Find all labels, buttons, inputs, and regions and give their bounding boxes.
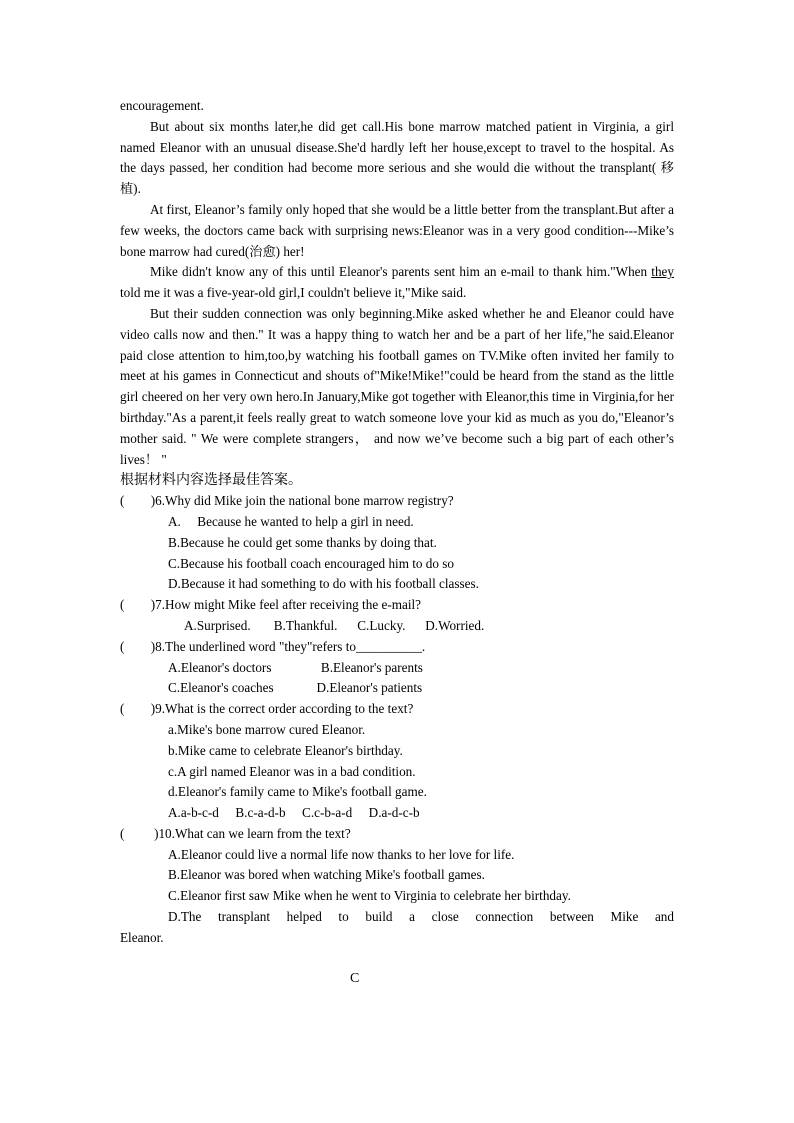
p3-text-a: Mike didn't know any of this until Eleanor's parents sent him an e-mail to thank him."When: [150, 264, 652, 280]
passage-paragraph-1: But about six months later,he did get call.His bone marrow matched patient in Virginia, a girl named Eleanor with an unusual disease.She'd hardly left her house,except to travel to the hospital. As the days passed, her condition had become more serious and she would die without the transplant( 移植).: [120, 118, 674, 197]
question-9-event-b: b.Mike came to celebrate Eleanor's birthday.: [168, 742, 403, 758]
question-9-event-c: c.A girl named Eleanor was in a bad condition.: [168, 763, 416, 779]
question-6-option-a: A. Because he wanted to help a girl in need.: [168, 513, 414, 529]
passage-paragraph-3: [120, 262, 674, 304]
p3-text-b: told me it was a five-year-old girl,I couldn't believe it,"Mike said.: [120, 285, 467, 301]
instruction: 根据材料内容选择最佳答案。: [120, 472, 302, 489]
question-10-option-a: A.Eleanor could live a normal life now thanks to her love for life.: [168, 846, 515, 862]
question-6-option-d: D.Because it had something to do with his football classes.: [168, 576, 479, 592]
question-7-stem: ( )7.How might Mike feel after receiving the e-mail?: [120, 597, 422, 613]
question-10-option-d: D.The transplant helped to build a close connection between Mike and: [168, 909, 674, 925]
passage-paragraph-2: At first, Eleanor’s family only hoped that she would be a little better from the transplant.But after a few weeks, the doctors came back with surprising news:Eleanor was in a very good condition---Mike’s bone marrow had cured(治愈) her!: [120, 201, 674, 259]
section-label: C: [350, 971, 360, 986]
underlined-they: they: [651, 264, 674, 280]
question-9-stem: ( )9.What is the correct order according to the text?: [120, 701, 414, 717]
question-8-options-cd: C.Eleanor's coaches D.Eleanor's patients: [168, 680, 423, 696]
passage-paragraph-4: But their sudden connection was only beginning.Mike asked whether he and Eleanor could have video calls now and then." It was a happy thing to watch her and be a part of her life,"he said.Eleanor paid close attention to him,too,by watching his football games on TV.Mike often invited her family to meet at his games in Connecticut and shouts of"Mike!Mike!"could be heard from the stand as the little girl cheered on her very own hero.In January,Mike got together with Eleanor,this time in Virginia,for her birthday."As a parent,it feels really great to watch someone love your kid as much as you do,"Eleanor’s mother said. " We were complete strangers， and now we’ve become such a big part of each other’s lives！ ": [120, 305, 674, 467]
question-9-event-d: d.Eleanor's family came to Mike's football game.: [168, 784, 427, 800]
question-10-stem: ( )10.What can we learn from the text?: [120, 825, 351, 841]
question-8-stem: ( )8.The underlined word "they"refers to__________.: [120, 638, 426, 654]
question-10-option-b: B.Eleanor was bored when watching Mike's football games.: [168, 867, 485, 883]
document-page: [120, 96, 674, 949]
question-9-event-a: a.Mike's bone marrow cured Eleanor.: [168, 721, 366, 737]
question-9-options: A.a-b-c-d B.c-a-d-b C.c-b-a-d D.a-d-c-b: [168, 805, 420, 821]
question-10-option-c: C.Eleanor first saw Mike when he went to Virginia to celebrate her birthday.: [168, 888, 571, 904]
question-6-option-c: C.Because his football coach encouraged him to do so: [168, 555, 455, 571]
question-6-stem: ( )6.Why did Mike join the national bone marrow registry?: [120, 493, 454, 509]
passage-fragment: encouragement.: [120, 98, 204, 113]
question-6-option-b: B.Because he could get some thanks by doing that.: [168, 534, 437, 550]
question-10-option-d-continued: Eleanor.: [120, 929, 164, 945]
question-8-options-ab: A.Eleanor's doctors B.Eleanor's parents: [168, 659, 423, 675]
question-7-options: A.Surprised. B.Thankful. C.Lucky. D.Worried.: [184, 617, 485, 633]
